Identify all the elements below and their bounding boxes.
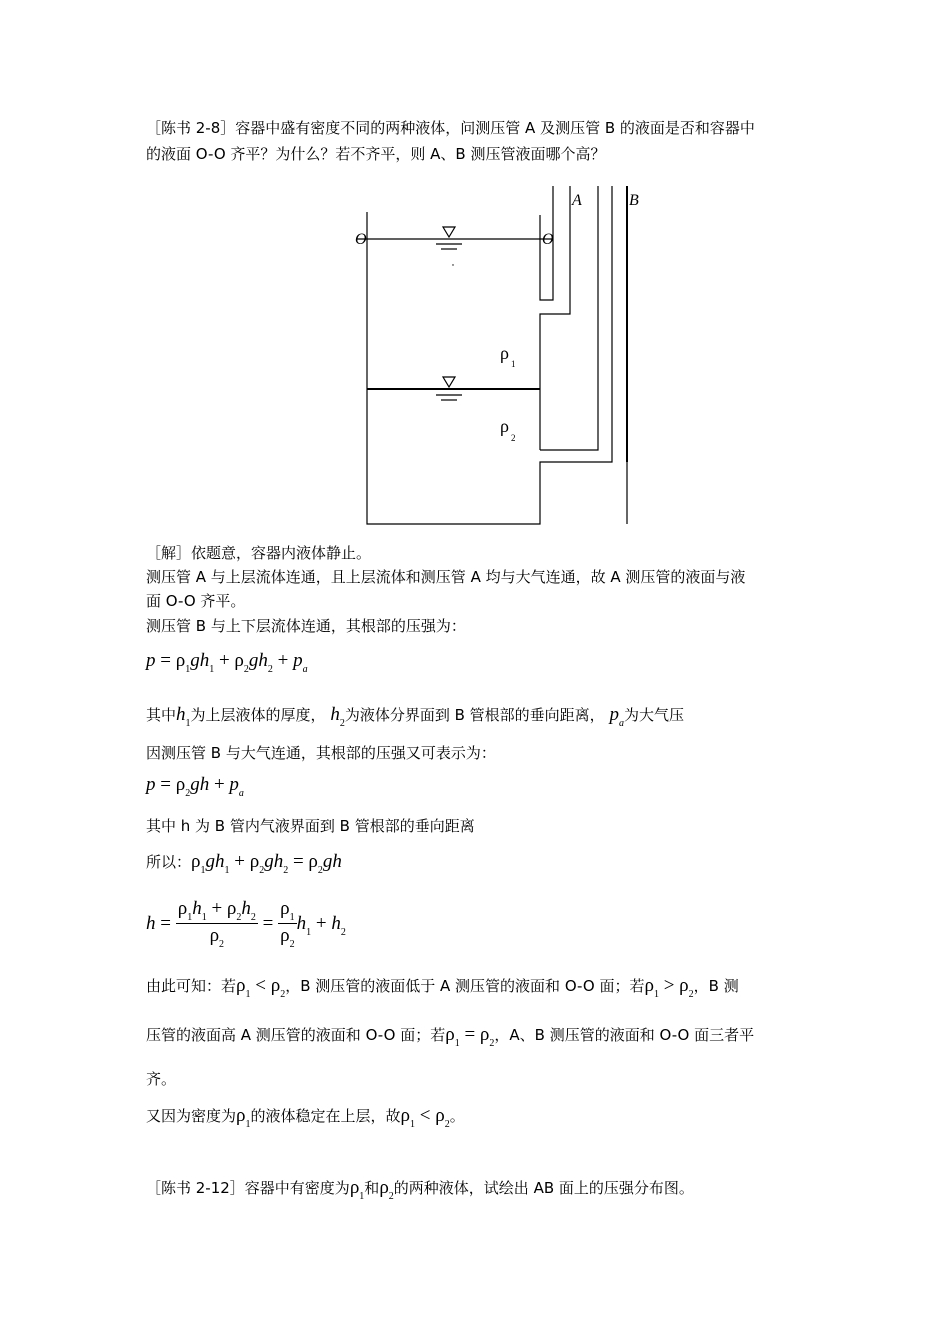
where-line-1: 其中$h_1$为上层液体的厚度， $h_2$为液体分界面到 B 管根部的垂向距离， $p_a$为大气压 [146, 704, 684, 729]
tube-a-outer [540, 186, 570, 450]
solution-b-atm: 因测压管 B 与大气连通，其根部的压强又可表示为： [146, 744, 496, 762]
label-o-left: O [355, 231, 367, 248]
surface-symbol-interface [443, 377, 455, 387]
label-b: B [629, 192, 639, 209]
label-rho1: ρ [500, 343, 509, 363]
problem2-line: ［陈书 2-12］容器中有密度为$\rho_1$和$\rho_2$的两种液体，试绘出 AB 面上的压强分布图。 [146, 1177, 694, 1202]
solution-a-line-1: 测压管 A 与上层流体连通，且上层流体和测压管 A 均与大气连通，故 A 测压管的液面与液 [146, 568, 746, 586]
surface-symbol-top [443, 227, 455, 237]
problem-text-line-1: ［陈书 2-8］容器中盛有密度不同的两种液体，问测压管 A 及测压管 B 的液面是否和容器中 [146, 119, 755, 137]
final-line: 又因为密度为$\rho_1$的液体稳定在上层，故$\rho_1 < \rho_2$。 [146, 1105, 465, 1130]
conclusion-line-2: 压管的液面高 A 测压管的液面和 O-O 面；若$\rho_1 = \rho_2$，A、B 测压管的液面和 O-O 面三者平 [146, 1024, 755, 1049]
container-wall [367, 186, 612, 524]
label-o-right: O [542, 231, 554, 248]
where-line-2: 其中 h 为 B 管内气液界面到 B 管根部的垂向距离 [146, 817, 475, 835]
label-rho1-sub: 1 [511, 359, 516, 369]
label-rho2-sub: 2 [511, 433, 516, 443]
label-rho2: ρ [500, 416, 509, 436]
so-line: 所以：$\rho_1gh_1 + \rho_2gh_2 = \rho_2gh$ [146, 851, 342, 876]
conclusion-line-1: 由此可知：若$\rho_1 < \rho_2$，B 测压管的液面低于 A 测压管的液面和 O-O 面；若$\rho_1 > \rho_2$，B 测 [146, 975, 739, 1000]
equation-p-root: $p = \rho_1gh_1 + \rho_2gh_2 + p_a$ [146, 650, 308, 675]
label-a: A [572, 192, 582, 209]
problem-text-line-2: 的液面 O-O 齐平？为什么？若不齐平，则 A、B 测压管液面哪个高？ [146, 145, 606, 163]
equation-p-atm: $p = \rho_2gh + p_a$ [146, 774, 244, 799]
solution-a-line-2: 面 O-O 齐平。 [146, 592, 246, 610]
solution-intro: ［解］依题意，容器内液体静止。 [146, 544, 372, 562]
conclusion-line-3: 齐。 [146, 1070, 177, 1088]
tube-b-inner [540, 186, 598, 450]
solution-b-root: 测压管 B 与上下层流体连通，其根部的压强为： [146, 617, 466, 635]
equation-h: h = $\frac{\rho_1h_1 + \rho_2h_2}{\rho_2}$ = $\frac{\rho_1}{\rho_2}$ $h_1 + h_2$ [146, 898, 346, 950]
